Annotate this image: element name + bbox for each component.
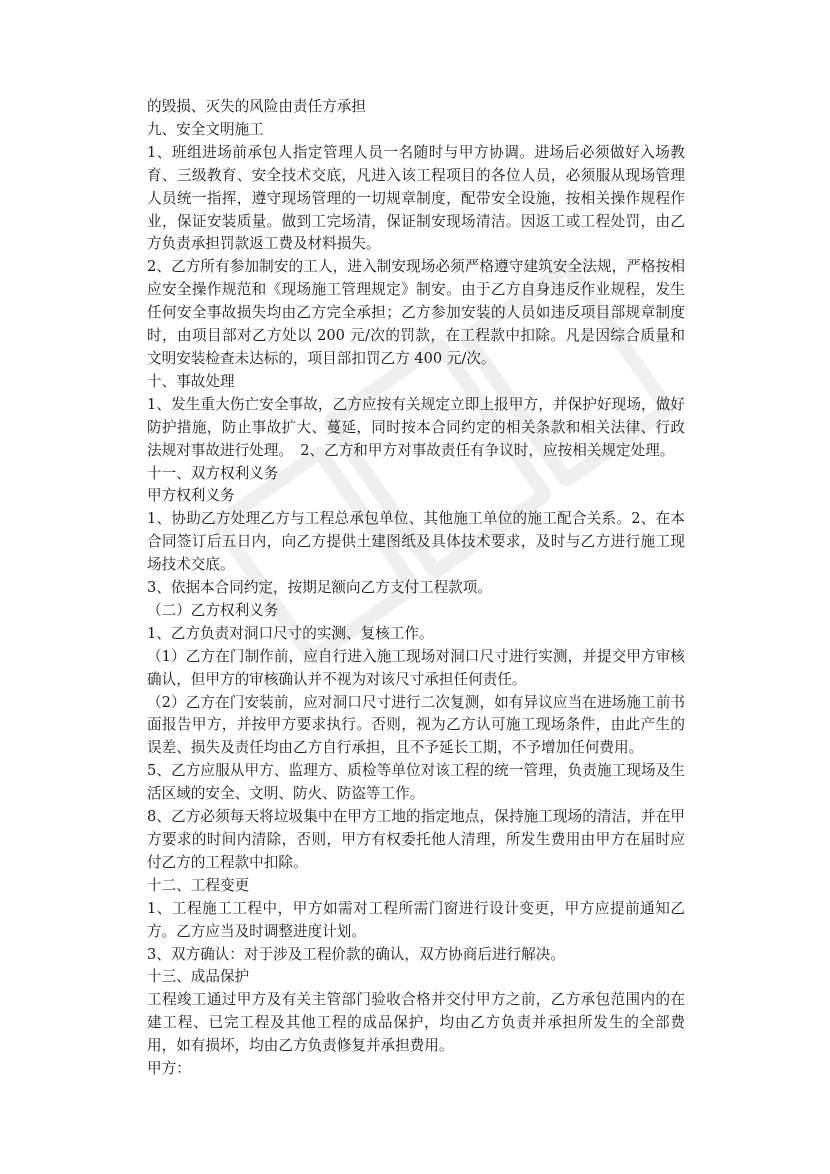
section-heading-10: 十、事故处理 (147, 372, 235, 390)
subsection-heading: （二）乙方权利义务 (147, 601, 279, 619)
section-heading-11: 十一、双方权利义务 (147, 464, 279, 482)
paragraph-text: 2、乙方所有参加制安的工人，进入制安现场必须严格遵守建筑安全法规，严格按相应安全操作规范和《现场施工管理规定》制安。由于乙方自身违反作业规程，发生任何安全事故损失均由乙方完全承担；乙方参加安装的人员如违反项目部规章制度时，由项目部对乙方处以 200 元/次的罚款，在工程款中扣除。凡是因综合质量和文明安装检查未达标的，项目部扣罚乙方 400 元/次。 (147, 258, 685, 367)
paragraph-text: 1、工程施工工程中，甲方如需对工程所需门窗进行设计变更，甲方应提前通知乙方。乙方应当及时调整进度计划。 (147, 899, 685, 940)
document-body (147, 96, 685, 1081)
paragraph-text: 8、乙方必须每天将垃圾集中在甲方工地的指定地点，保持施工现场的清洁，并在甲方要求的时间内清除，否则，甲方有权委托他人清理，所发生费用由甲方在届时应付乙方的工程款中扣除。 (147, 808, 685, 871)
paragraph-text: 3、双方确认：对于涉及工程价款的确认，双方协商后进行解决。 (147, 945, 565, 963)
paragraph-text: 1、协助乙方处理乙方与工程总承包单位、其他施工单位的施工配合关系。2、在本合同签订后五日内，向乙方提供土建图纸及具体技术要求，及时与乙方进行施工现场技术交底。 (147, 510, 685, 574)
paragraph-text: 1、乙方负责对洞口尺寸的实测、复核工作。 (147, 624, 434, 642)
paragraph-text: 工程竣工通过甲方及有关主管部门验收合格并交付甲方之前，乙方承包范围内的在建工程、已完工程及其他工程的成品保护，均由乙方负责并承担所发生的全部费用，如有损坏，均由乙方负责修复并承担费用。 (147, 991, 685, 1055)
paragraph-text: （2）乙方在门安装前，应对洞口尺寸进行二次复测，如有异议应当在进场施工前书面报告甲方，并按甲方要求执行。否则，视为乙方认可施工现场条件，由此产生的误差、损失及责任均由乙方自行承担，且不予延长工期，不予增加任何费用。 (147, 693, 685, 757)
paragraph-text: （1）乙方在门制作前，应自行进入施工现场对洞口尺寸进行实测，并提交甲方审核确认，但甲方的审核确认并不视为对该尺寸承担任何责任。 (147, 647, 685, 688)
signature-label-party-a: 甲方： (147, 1060, 191, 1078)
paragraph-text: 1、班组进场前承包人指定管理人员一名随时与甲方协调。进场后必须做好入场教育、三级教育、安全技术交底，凡进入该工程项目的各位人员，必须服从现场管理人员统一指挥，遵守现场管理的一切规章制度，配带安全设施，按相关操作规程作业，保证安装质量。做到工完场清，保证制安现场清洁。因返工或工程处罚，由乙方负责承担罚款返工费及材料损失。 (147, 143, 685, 253)
paragraph-text: 5、乙方应服从甲方、监理方、质检等单位对该工程的统一管理，负责施工现场及生活区域的安全、文明、防火、防盗等工作。 (147, 762, 685, 803)
paragraph-text: 1、发生重大伤亡安全事故，乙方应按有关规定立即上报甲方，并保护好现场，做好防护措施，防止事故扩大、蔓延，同时按本合同约定的相关条款和相关法律、行政法规对事故进行处理。 2、乙方和甲方对事故责任有争议时，应按相关规定处理。 (147, 395, 685, 459)
paragraph-text: 3、依据本合同约定，按期足额向乙方支付工程款项。 (147, 579, 492, 597)
section-heading-12: 十二、工程变更 (147, 876, 250, 894)
section-heading-9: 九、安全文明施工 (147, 120, 264, 138)
section-heading-13: 十三、成品保护 (147, 968, 250, 986)
paragraph-text: 的毁损、灭失的风险由责任方承担 (147, 98, 366, 115)
subsection-heading: 甲方权利义务 (147, 487, 235, 505)
